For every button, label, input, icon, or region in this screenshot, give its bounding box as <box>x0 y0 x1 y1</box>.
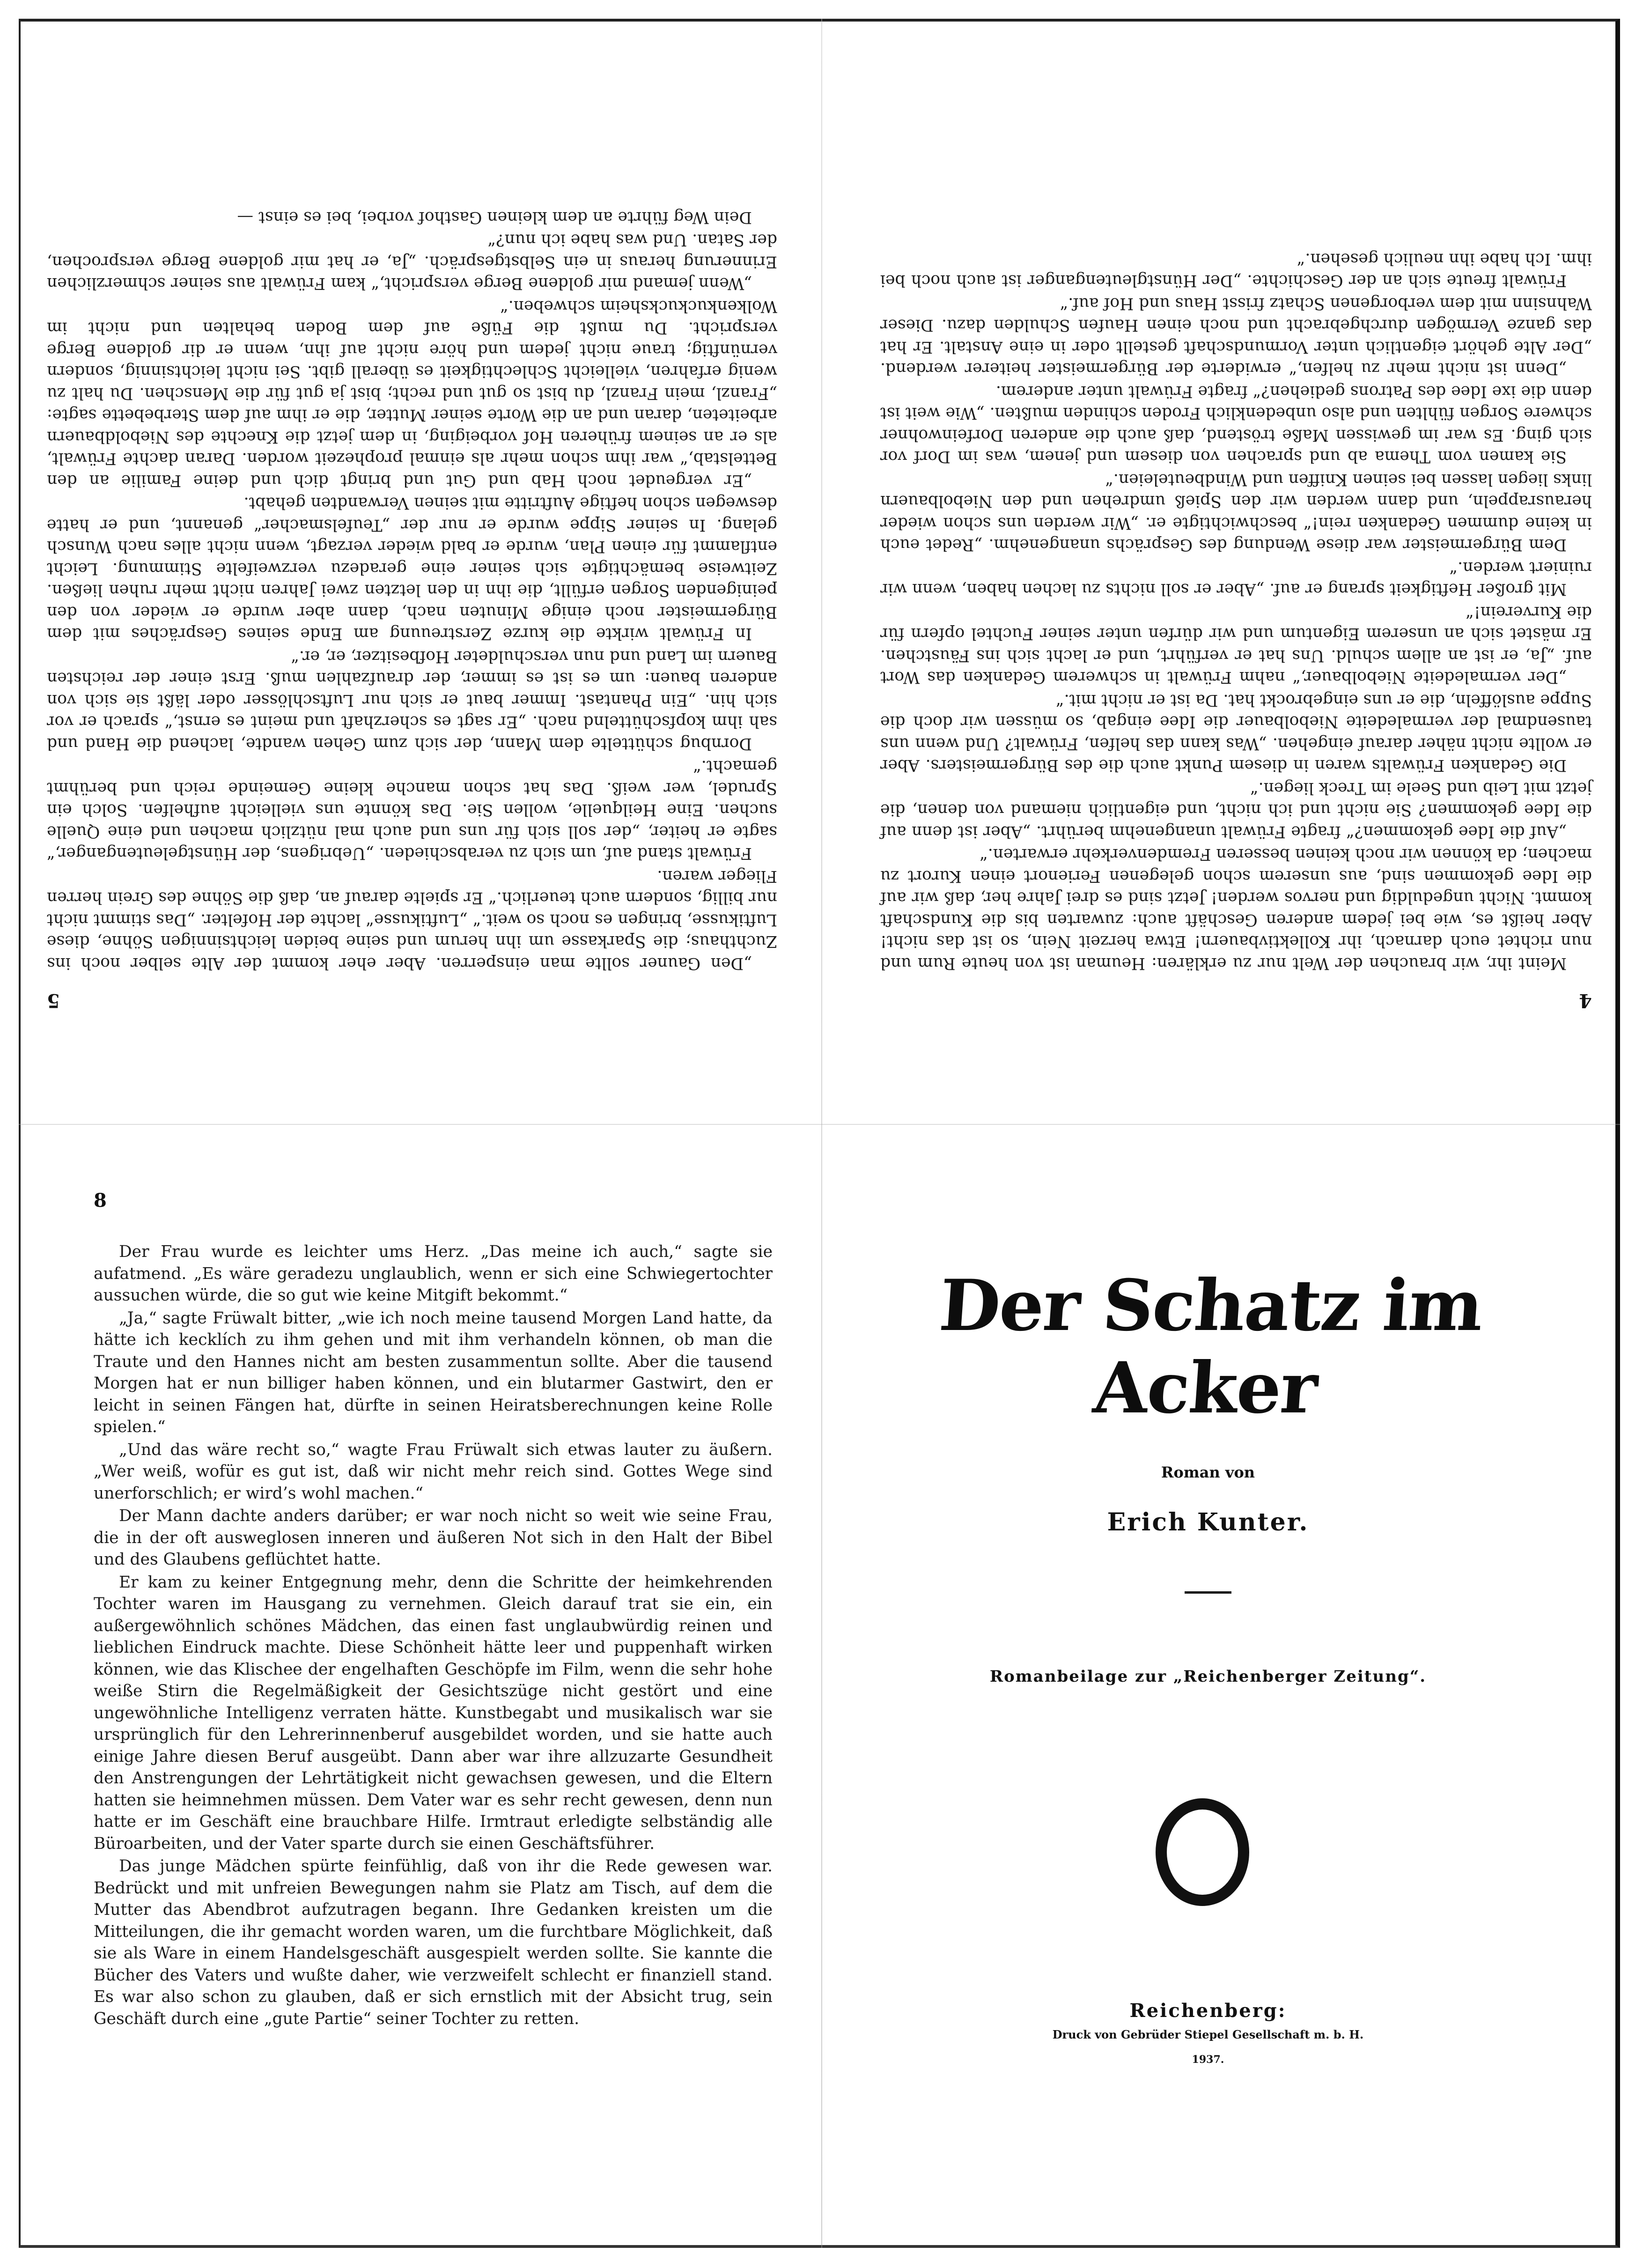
paragraph: „Den Gauner sollte man einsperren. Aber eher kommt der Alte selber noch ins Zuchthaus; die Sparkasse um ihn herum und seine beiden leichtsinnigen Söhne, diese Luftikusse, bringen es noch so weit.“ „Luftikusse“ lachte der Hofelter. „Das stimmt nicht nur billig, sondern auch teuerlich.“ Er spielte darauf an, daß die Söhne des Grein herren Flieger waren. <box>47 867 777 973</box>
imprint-printer: Druck von Gebrüder Stiepel Gesellschaft m. b. H. <box>1052 2028 1364 2041</box>
upper-right-text <box>880 247 1592 975</box>
paragraph: Früwalt freute sich an der Geschichte. „Der Hünstgleutenganger ist auch noch bei ihm. Ich habe ihn neulich gesehen.“ <box>880 250 1592 290</box>
paragraph: Der Mann dachte anders darüber; er war noch nicht so weit wie seine Frau, die in der oft ausweglosen inneren und äußeren Not sich in den Halt der Bibel und des Glaubens geflüchtet hatte. <box>94 1507 773 1569</box>
upper-left-text <box>47 206 777 975</box>
horizontal-fold <box>19 1124 1620 1125</box>
page-number: 5 <box>47 990 60 1012</box>
paragraph: Sie kamen vom Thema ab und sprachen von diesem und jenem, was im Dorf vor sich ging. Es war im gewissen Maße tröstend, daß auch die anderen Dorfeinwohner schwere Sorgen fühlten und also unbedenklich Froden schinden mußten. „Wie weit ist denn die ixe Idee des Patrons gediehen?“ fragte Früwalt unter anderem. <box>880 382 1592 466</box>
issue-mark <box>1156 1798 1249 1906</box>
paragraph: Er kam zu keiner Entgegnung mehr, denn die Schritte der heimkehrenden Tochter waren im Hausgang zu vernehmen. Gleich darauf trat sie ein, ein außergewöhnlich schönes Mädchen, das einen fast unglaubwürdig reinen und lieblichen Eindruck machte. Diese Schönheit hätte leer und puppenhaft wirken können, wie das Klischee der engelhaften Geschöpfe im Film, wenn die sehr hohe weiße Stirn die Regelmäßigkeit der Gesichtszüge nicht gestört und eine ungewöhnliche Intelligenz verraten hätte. Kunstbegabt und musikalisch war sie ursprünglich für den Lehrerinnenberuf ausgebildet worden, und sie hatte auch einige Jahre diesen Beruf ausgeübt. Dann aber war ihre allzuzarte Gesundheit den Anstrengungen der Lehrtätigkeit nicht gewachsen gewesen, und die Eltern hatten sie heimnehmen müssen. Dem Vater war es sehr recht gewesen, denn nun hatte er im Geschäft eine brauchbare Hilfe. Irmtraut erledigte selbständig alle Büroarbeiten, und der Vater sparte durch sie einen Geschäftsführer. <box>94 1573 773 1853</box>
paragraph: „Ja,“ sagte Früwalt bitter, „wie ich noch meine tausend Morgen Land hatte, da hätte ich kecklích zu ihm gehen und mit ihm verhandeln können, ob man die Traute und den Hannes nicht am besten zusammentun sollte. Aber die tausend Morgen hat er nun billiger haben können, und ein blutarmer Gastwirt, den er leicht in seinen Fängen hat, dürfte in seinen Heiratsberechnungen keine Rolle spielen.“ <box>94 1308 773 1436</box>
paragraph: „Der vermaledeite Niebolbauer,“ nahm Früwalt in schwerem Gedanken das Wort auf. „Ja, er ist an allem schuld. Uns hat er verführt, und er lacht sich ins Fäustchen. Er mästet sich an unserem Eigentum und wir dürfen unter seiner Fuchtel opfern für die Kurverein!“ <box>880 603 1592 687</box>
paragraph: „Wenn jemand mir goldene Berge verspricht,“ kam Früwalt aus seiner schmerzlichen Erinnerung heraus in ein Selbstgespräch. „Ja, er hat mir goldene Berge versprochen, der Satan. Und was habe ich nun?“ <box>47 230 777 293</box>
roman-von: Roman von <box>1161 1463 1255 1481</box>
vertical-fold <box>821 19 822 2248</box>
paragraph: „Denn ist nicht mehr zu helfen,“ erwiderte der Bürgermeister heiterer werdend. „Der Alte gehört eigentlich unter Vormundschaft gestellt oder in eine Anstalt. Er hat das ganze Vermögen durchgebracht und noch einen Haufen Schulden dazu. Dieser Wahnsinn mit dem verborgenen Schatz frisst Haus und Hof auf.“ <box>880 294 1592 378</box>
paragraph: In Früwalt wirkte die kurze Zerstreuung am Ende seines Gespräches mit dem Bürgermeister noch einige Minuten nach, dann aber wurde er wieder von den peinigenden Sorgen erfüllt, die ihn in den letzten zwei Jahren nicht mehr ruhen ließen. Zeitweise bemächtigte sich seiner eine geradezu verzweifelte Stimmung. Leicht entflammt für einen Plan, wurde er bald wieder verzagt, wenn nicht alles nach Wunsch gelang. In seiner Sippe wurde er nur der „Teufelsmacher“ genannt, und er hatte deswegen schon heftige Auftritte mit seinen Verwandten gehabt. <box>47 494 777 643</box>
page-number: 8 <box>94 1189 107 1212</box>
paragraph: Der Frau wurde es leichter ums Herz. „Das meine ich auch,“ sagte sie aufatmend. „Es wäre geradezu unglaublich, wenn er sich eine Schwiegertochter aussuchen würde, die so gut wie keine Mitgift bekommt.“ <box>94 1242 773 1305</box>
paragraph: Früwalt stand auf, um sich zu verabschieden. „Uebrigens, der Hünstgeleutenganger,“ sagte er heiter, „der soll sich für uns und auch mal nützlich machen und eine Quelle suchen. Eine Heilquelle, wollen Sie. Das könnte uns vielleicht aufhelfen. Solch ein Sprudel, wer weiß. Das hat schon manche kleine Gemeinde reich und berühmt gemacht.“ <box>47 757 777 863</box>
paragraph: Das junge Mädchen spürte feinfühlig, daß von ihr die Rede gewesen war. Bedrückt und mit unfreien Bewegungen nahm sie Platz am Tisch, auf dem die Mutter das Abendbrot aufzutragen begann. Ihre Gedanken kreisten um die Mitteilungen, die ihr gemacht worden waren, um die furchtbare Möglichkeit, daß sie als Ware in einem Handelsgeschäft ausgespielt werden sollte. Sie kannte die Bücher des Vaters und wußte daher, wie verzweifelt schlecht er finanziell stand. Es war also schon zu glauben, daß er sich ernstlich mit der Absicht trug, sein Geschäft durch eine „gute Partie“ seiner Tochter zu retten. <box>94 1857 773 2028</box>
paragraph: Mit großer Heftigkeit sprang er auf. „Aber er soll nichts zu lachen haben, wenn wir ruiniert werden.“ <box>880 558 1592 599</box>
upper-left-page <box>47 122 777 1012</box>
imprint-city: Reichenberg: <box>1129 2000 1287 2022</box>
paragraph: Die Gedanken Früwalts waren in diesem Punkt auch die des Bürgermeisters. Aber er wollte nicht näher darauf eingehen. „Was kann das helfen, Früwalt? Und wenn uns tausendmal der vermaledeite Niebolbauer die Idee eingab, so müssen wir doch die Suppe auslöffeln, die er uns eingebrockt hat. Da ist er nicht mit.“ <box>880 691 1592 775</box>
paragraph: „Auf die Idee gekommen?“ fragte Früwalt unangenehm berührt. „Aber ist denn auf die Idee gekommen? Sie nicht und ich nicht, und eigentlich niemand von denen, die jetzt mit Leib und Seele im Treck liegen.“ <box>880 779 1592 841</box>
paragraph: Dein Weg führte an dem kleinen Gasthof vorbei, bei es einst — <box>237 208 752 227</box>
paragraph: Meint ihr, wir brauchen der Welt nur zu erklären: Heuman ist von heute Rum und nun richtet euch darnach, ihr Kollektivbauern! Etwa herzeit Nein, so ist das nicht! Aber heißt es, wie bei jedem anderen Geschäft auch: zuwarten bis die Kundschaft kommt. Nicht ungeduldig und nervos werden! Jetzt sind es drei Jahre her, daß wir auf die Idee gekommen sind, aus unserem schon gelegenen Ferienort einen Kurort zu machen; da können wir noch keinen besseren Fremdenverkehr erwarten.“ <box>880 845 1592 973</box>
upper-right-page <box>880 122 1592 1012</box>
author-name: Erich Kunter. <box>1107 1508 1309 1537</box>
story-text <box>94 1241 773 2031</box>
lower-left-page <box>94 1189 773 2173</box>
imprint-year: 1937. <box>1192 2054 1224 2066</box>
paragraph: „Er vergeudet noch Hab und Gut und bringt dich und deine Familie an den Bettelstab,“ war ihm schon mehr als einmal prophezeit worden. Daran dachte Früwalt, als er an seinem früheren Hof vorbeiging, in dem jetzt die Knechte des Nieboldbauern arbeiteten, daran und an die Worte seiner Mutter, die er ihm auf dem Sterbebette sagte: „Franzl, mein Franzl, du bist so gut und recht; bist ja gut für die Menschen. Du halt zu wenig erfahren, vielleicht Schlechtigkeit es überall gibt. Sei nicht leichtsinnig, sondern vernünftig; traue nicht jedem und höre nicht auf ihn, wenn er dir goldene Berge verspricht. Du mußt die Füße auf dem Boden behalten und nicht im Wolkenkuckucksheim schweben.“ <box>47 297 777 490</box>
supplement-line: Romanbeilage zur „Reichenberger Zeitung“. <box>989 1667 1427 1686</box>
divider-rule <box>1185 1591 1231 1594</box>
paragraph: „Und das wäre recht so,“ wagte Frau Früwalt sich etwas lauter zu äußern. „Wer weiß, wofür es gut ist, daß wir nicht mehr reich sind. Gottes Wege sind unerforschlich; er wird’s wohl machen.“ <box>94 1440 773 1503</box>
page-number: 4 <box>1579 990 1592 1012</box>
book-title: Der Schatz im Acker <box>936 1264 1485 1429</box>
paragraph: Dornbug schüttelte dem Mann, der sich zum Gehen wandte, lachend die Hand und sah ihm kopfschüttelnd nach. „Er sagt es scherzhaft und meint es ernst,“ sprach er vor sich hin. „Ein Phantast. Immer baut er sich nur Luftschlösser oder läßt sie sich von anderen bauen: um es ist es immer, der draufzahlen muß. Erst einer der reichsten Bauern im Land und nun verschuldeter Hofbesitzer, er, er.“ <box>47 647 777 753</box>
paragraph: Dem Bürgermeister war diese Wendung des Gesprächs unangenehm. „Redet euch in keine dummen Gedanken rein!“ beschwichtigte er. „Wir werden uns schon wieder herausrappeln, und dann werden wir den Spieß umdrehen und den Niebolbauern links liegen lassen bei seinen Kniffen und Windbeuteleien.“ <box>880 470 1592 554</box>
